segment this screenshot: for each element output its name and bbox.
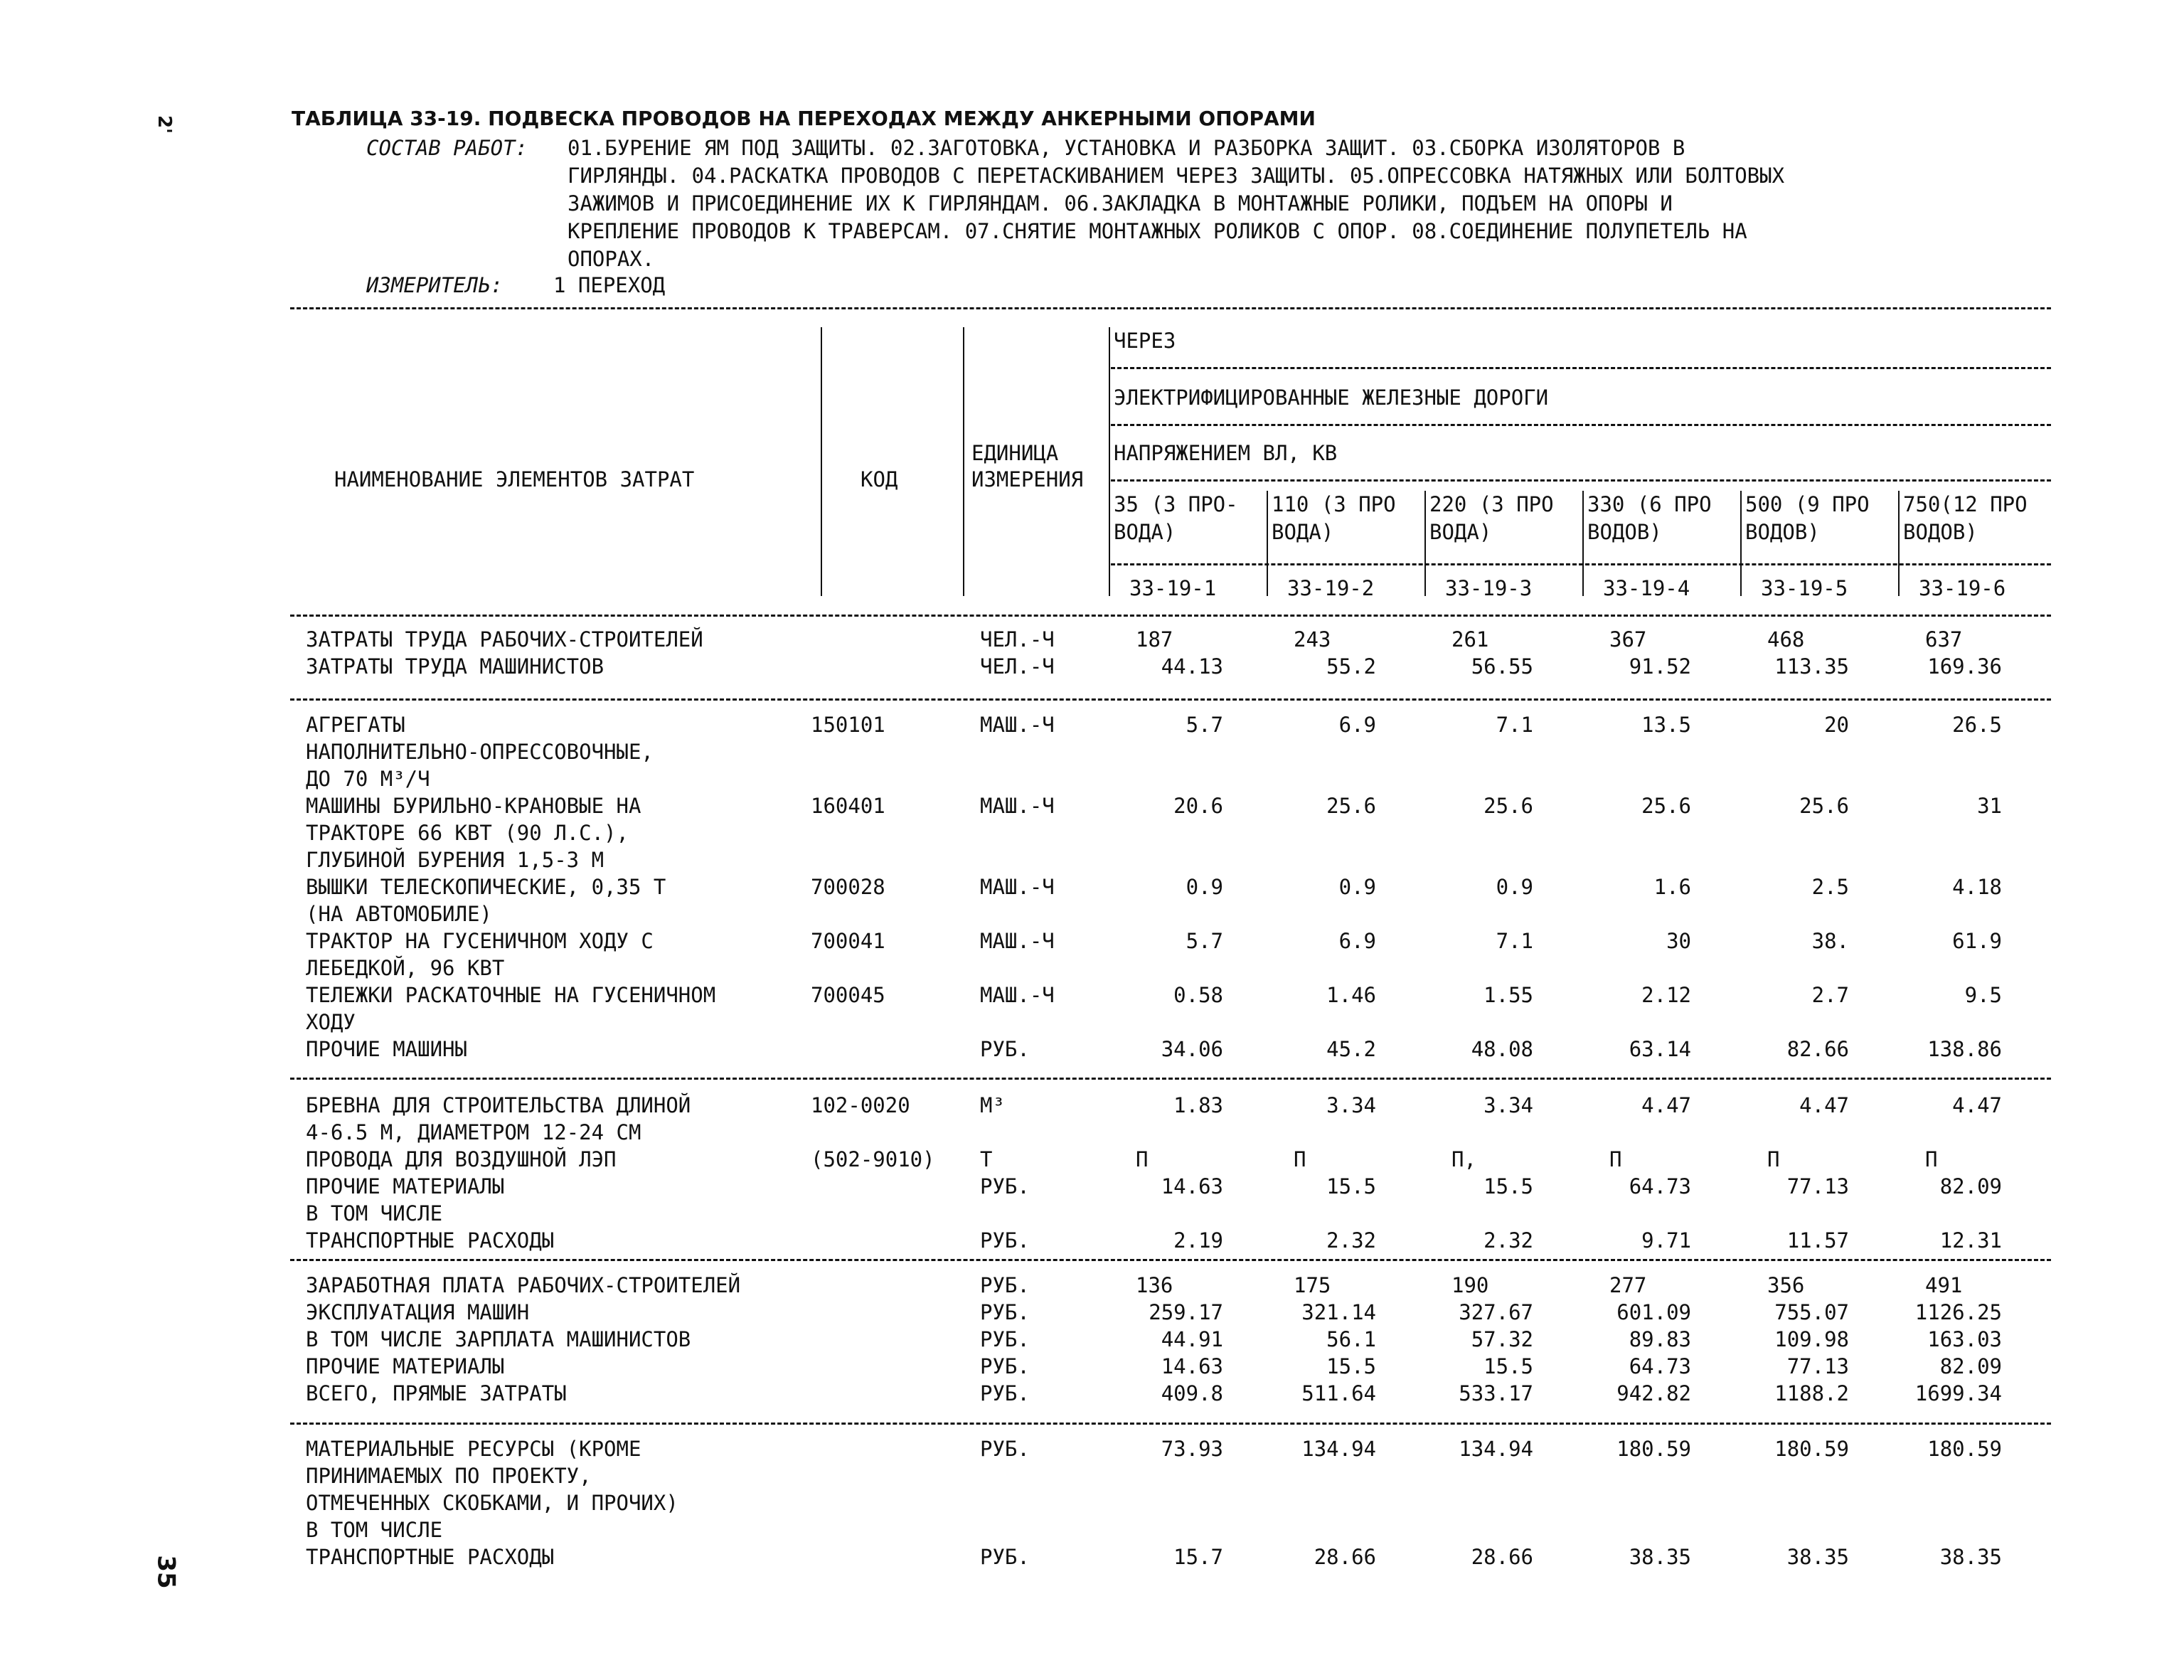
- row-value: 31: [1977, 794, 2002, 818]
- row-value: 4.47: [1641, 1093, 1691, 1117]
- row-value: 942.82: [1616, 1381, 1691, 1405]
- header-unit-line1: ЕДИНИЦА: [971, 441, 1059, 465]
- row-value: 12.31: [1939, 1228, 2002, 1253]
- row-name: ЛЕБЕДКОЙ, 96 КВТ: [306, 956, 505, 980]
- row-value: 82.09: [1939, 1354, 2002, 1378]
- row-value: 7.1: [1496, 713, 1533, 737]
- meter-value: 1 ПЕРЕХОД: [553, 273, 666, 297]
- row-name: ДО 70 М³/Ч: [306, 767, 430, 791]
- row-value: 491: [1925, 1273, 1963, 1297]
- row-unit: МАШ.-Ч: [980, 875, 1055, 899]
- row-value: 5.7: [1186, 713, 1223, 737]
- header-group-voltage: НАПРЯЖЕНИЕМ ВЛ, КВ: [1114, 441, 1338, 465]
- row-name: ВСЕГО, ПРЯМЫЕ ЗАТРАТЫ: [306, 1381, 567, 1405]
- row-value: 2.32: [1326, 1228, 1376, 1253]
- row-value: 28.66: [1471, 1545, 1533, 1569]
- row-value: 20: [1824, 713, 1849, 737]
- row-unit: РУБ.: [980, 1228, 1030, 1253]
- row-name: ЭКСПЛУАТАЦИЯ МАШИН: [306, 1300, 530, 1324]
- row-name: 4-6.5 М, ДИАМЕТРОМ 12-24 СМ: [306, 1120, 641, 1144]
- row-name: ЗАРАБОТНАЯ ПЛАТА РАБОЧИХ-СТРОИТЕЛЕЙ: [306, 1273, 741, 1297]
- column-code: 33-19-1: [1129, 576, 1217, 600]
- row-value: 134.94: [1459, 1437, 1533, 1461]
- row-value: 9.71: [1641, 1228, 1691, 1253]
- meter-label: ИЗМЕРИТЕЛЬ:: [366, 273, 504, 297]
- row-value: 34.06: [1161, 1037, 1223, 1061]
- row-unit: М³: [980, 1093, 1005, 1117]
- row-value: 190: [1451, 1273, 1489, 1297]
- row-name: АГРЕГАТЫ: [306, 713, 405, 737]
- row-value: 163.03: [1927, 1327, 2002, 1351]
- row-code: 150101: [811, 713, 885, 737]
- row-value: 15.5: [1483, 1174, 1533, 1198]
- row-name: МАШИНЫ БУРИЛЬНО-КРАНОВЫЕ НА: [306, 794, 641, 818]
- row-value: 1188.2: [1774, 1381, 1849, 1405]
- row-value: 321.14: [1301, 1300, 1376, 1324]
- row-value: 511.64: [1301, 1381, 1376, 1405]
- row-value: П,: [1451, 1147, 1476, 1171]
- row-value: П: [1767, 1147, 1780, 1171]
- row-value: 4.47: [1952, 1093, 2002, 1117]
- row-name: ПРИНИМАЕМЫХ ПО ПРОЕКТУ,: [306, 1464, 592, 1488]
- row-value: 5.7: [1186, 929, 1223, 953]
- row-unit: МАШ.-Ч: [980, 713, 1055, 737]
- row-value: 243: [1294, 627, 1331, 652]
- row-value: 82.66: [1786, 1037, 1849, 1061]
- row-value: 409.8: [1161, 1381, 1223, 1405]
- page-mark: 2': [154, 115, 176, 134]
- row-value: 9.5: [1964, 983, 2002, 1007]
- row-value: 64.73: [1629, 1174, 1691, 1198]
- row-value: 77.13: [1786, 1174, 1849, 1198]
- row-value: 1.55: [1483, 983, 1533, 1007]
- row-name: ЗАТРАТЫ ТРУДА МАШИНИСТОВ: [306, 654, 604, 679]
- row-value: 61.9: [1952, 929, 2002, 953]
- row-value: П: [1609, 1147, 1622, 1171]
- row-value: 134.94: [1301, 1437, 1376, 1461]
- row-name: ОТМЕЧЕННЫХ СКОБКАМИ, И ПРОЧИХ): [306, 1491, 678, 1515]
- row-value: 44.13: [1161, 654, 1223, 679]
- column-separator: [1267, 491, 1268, 596]
- row-value: 6.9: [1338, 713, 1376, 737]
- section-divider: [290, 698, 2051, 701]
- row-value: 25.6: [1641, 794, 1691, 818]
- header-group-railways: ЭЛЕКТРИФИЦИРОВАННЫЕ ЖЕЛЕЗНЫЕ ДОРОГИ: [1114, 386, 1549, 410]
- row-value: 14.63: [1161, 1174, 1223, 1198]
- row-name: В ТОМ ЧИСЛЕ: [306, 1518, 443, 1542]
- row-value: 1.46: [1326, 983, 1376, 1007]
- row-value: 25.6: [1799, 794, 1849, 818]
- work-line: КРЕПЛЕНИЕ ПРОВОДОВ К ТРАВЕРСАМ. 07.СНЯТИЕ МОНТАЖНЫХ РОЛИКОВ С ОПОР. 08.СОЕДИНЕНИЕ ПОЛУПЕТЕЛЬ НА: [568, 219, 1747, 243]
- page-number: 35: [151, 1555, 181, 1589]
- row-value: 1126.25: [1914, 1300, 2002, 1324]
- row-unit: МАШ.-Ч: [980, 983, 1055, 1007]
- row-unit: РУБ.: [980, 1437, 1030, 1461]
- row-value: 0.9: [1338, 875, 1376, 899]
- row-value: 82.09: [1939, 1174, 2002, 1198]
- row-value: 45.2: [1326, 1037, 1376, 1061]
- row-value: 637: [1925, 627, 1963, 652]
- row-value: 13.5: [1641, 713, 1691, 737]
- row-value: 259.17: [1149, 1300, 1223, 1324]
- row-value: 2.19: [1173, 1228, 1223, 1253]
- column-header-line2: ВОДА): [1114, 520, 1176, 544]
- row-name: ТЕЛЕЖКИ РАСКАТОЧНЫЕ НА ГУСЕНИЧНОМ: [306, 983, 716, 1007]
- work-label: СОСТАВ РАБОТ:: [366, 136, 528, 160]
- row-value: 91.52: [1629, 654, 1691, 679]
- column-separator: [1582, 491, 1584, 596]
- row-value: 38.35: [1939, 1545, 2002, 1569]
- row-unit: РУБ.: [980, 1545, 1030, 1569]
- row-value: 187: [1136, 627, 1173, 652]
- row-value: 63.14: [1629, 1037, 1691, 1061]
- row-name: ПРОЧИЕ МАШИНЫ: [306, 1037, 467, 1061]
- row-value: 367: [1609, 627, 1647, 652]
- row-value: 15.5: [1483, 1354, 1533, 1378]
- row-name: ГЛУБИНОЙ БУРЕНИЯ 1,5-3 М: [306, 848, 604, 872]
- row-code: 700041: [811, 929, 885, 953]
- row-value: 7.1: [1496, 929, 1533, 953]
- column-separator: [1740, 491, 1742, 596]
- row-value: 277: [1609, 1273, 1647, 1297]
- row-name: МАТЕРИАЛЬНЫЕ РЕСУРСЫ (КРОМЕ: [306, 1437, 641, 1461]
- row-name: (НА АВТОМОБИЛЕ): [306, 902, 492, 926]
- column-code: 33-19-4: [1603, 576, 1690, 600]
- row-code: (502-9010): [811, 1147, 935, 1171]
- column-header-line2: ВОДОВ): [1745, 520, 1820, 544]
- row-unit: МАШ.-Ч: [980, 929, 1055, 953]
- work-line: ГИРЛЯНДЫ. 04.РАСКАТКА ПРОВОДОВ С ПЕРЕТАСКИВАНИЕМ ЧЕРЕЗ ЗАЩИТЫ. 05.ОПРЕССОВКА НАТЯЖНЫХ ИЛИ БОЛТОВЫХ: [568, 164, 1785, 188]
- row-value: 261: [1451, 627, 1489, 652]
- row-unit: ЧЕЛ.-Ч: [980, 627, 1055, 652]
- row-value: П: [1294, 1147, 1306, 1171]
- row-name: ТРАКТОР НА ГУСЕНИЧНОМ ХОДУ С: [306, 929, 654, 953]
- column-separator: [1424, 491, 1426, 596]
- row-value: 38.35: [1629, 1545, 1691, 1569]
- row-code: 700045: [811, 983, 885, 1007]
- column-code: 33-19-6: [1919, 576, 2006, 600]
- row-name: В ТОМ ЧИСЛЕ ЗАРПЛАТА МАШИНИСТОВ: [306, 1327, 691, 1351]
- row-unit: РУБ.: [980, 1273, 1030, 1297]
- row-name: ТРАНСПОРТНЫЕ РАСХОДЫ: [306, 1545, 555, 1569]
- row-value: П: [1925, 1147, 1938, 1171]
- section-divider: [290, 615, 2051, 617]
- section-divider: [290, 1423, 2051, 1425]
- row-value: 56.55: [1471, 654, 1533, 679]
- row-value: 169.36: [1927, 654, 2002, 679]
- work-line: ОПОРАХ.: [568, 247, 655, 271]
- table-title: ТАБЛИЦА 33-19. ПОДВЕСКА ПРОВОДОВ НА ПЕРЕХОДАХ МЕЖДУ АНКЕРНЫМИ ОПОРАМИ: [292, 107, 1316, 130]
- row-value: 180.59: [1616, 1437, 1691, 1461]
- row-value: 0.9: [1496, 875, 1533, 899]
- row-value: 175: [1294, 1273, 1331, 1297]
- row-name: ПРОЧИЕ МАТЕРИАЛЫ: [306, 1354, 505, 1378]
- row-value: 1.83: [1173, 1093, 1223, 1117]
- row-value: 180.59: [1774, 1437, 1849, 1461]
- row-value: 28.66: [1314, 1545, 1376, 1569]
- row-value: 38.35: [1786, 1545, 1849, 1569]
- row-value: 3.34: [1326, 1093, 1376, 1117]
- row-value: 138.86: [1927, 1037, 2002, 1061]
- row-unit: РУБ.: [980, 1354, 1030, 1378]
- row-value: 15.7: [1173, 1545, 1223, 1569]
- row-value: 3.34: [1483, 1093, 1533, 1117]
- column-code: 33-19-3: [1445, 576, 1533, 600]
- row-value: 57.32: [1471, 1327, 1533, 1351]
- column-header-line2: ВОДА): [1272, 520, 1334, 544]
- section-divider: [290, 1078, 2051, 1080]
- row-code: 102-0020: [811, 1093, 910, 1117]
- row-value: 25.6: [1326, 794, 1376, 818]
- row-value: 11.57: [1786, 1228, 1849, 1253]
- row-name: В ТОМ ЧИСЛЕ: [306, 1201, 443, 1226]
- row-value: 113.35: [1774, 654, 1849, 679]
- row-value: 1.6: [1653, 875, 1691, 899]
- header-name-column: НАИМЕНОВАНИЕ ЭЛЕМЕНТОВ ЗАТРАТ: [334, 467, 695, 491]
- row-value: 755.07: [1774, 1300, 1849, 1324]
- row-value: 48.08: [1471, 1037, 1533, 1061]
- row-name: ХОДУ: [306, 1010, 356, 1034]
- row-value: 44.91: [1161, 1327, 1223, 1351]
- column-code: 33-19-5: [1761, 576, 1848, 600]
- column-header-line2: ВОДА): [1429, 520, 1492, 544]
- column-header-line1: 500 (9 ПРО: [1745, 492, 1870, 516]
- work-line: 01.БУРЕНИЕ ЯМ ПОД ЗАЩИТЫ. 02.ЗАГОТОВКА, УСТАНОВКА И РАЗБОРКА ЗАЩИТ. 03.СБОРКА ИЗОЛЯТОРОВ В: [568, 136, 1685, 160]
- column-code: 33-19-2: [1287, 576, 1375, 600]
- row-value: 89.83: [1629, 1327, 1691, 1351]
- row-name: ЗАТРАТЫ ТРУДА РАБОЧИХ-СТРОИТЕЛЕЙ: [306, 627, 703, 652]
- row-value: 64.73: [1629, 1354, 1691, 1378]
- row-unit: РУБ.: [980, 1381, 1030, 1405]
- column-header-line1: 750(12 ПРО: [1903, 492, 2028, 516]
- row-value: 2.5: [1811, 875, 1849, 899]
- row-unit: РУБ.: [980, 1174, 1030, 1198]
- row-value: 2.12: [1641, 983, 1691, 1007]
- row-unit: ЧЕЛ.-Ч: [980, 654, 1055, 679]
- row-value: 468: [1767, 627, 1805, 652]
- row-value: 14.63: [1161, 1354, 1223, 1378]
- row-unit: РУБ.: [980, 1037, 1030, 1061]
- row-value: 25.6: [1483, 794, 1533, 818]
- row-unit: МАШ.-Ч: [980, 794, 1055, 818]
- column-header-line1: 110 (3 ПРО: [1272, 492, 1396, 516]
- section-divider: [290, 1259, 2051, 1261]
- row-name: НАПОЛНИТЕЛЬНО-ОПРЕССОВОЧНЫЕ,: [306, 740, 654, 764]
- column-header-line1: 35 (3 ПРО-: [1114, 492, 1238, 516]
- row-value: 20.6: [1173, 794, 1223, 818]
- row-value: 533.17: [1459, 1381, 1533, 1405]
- row-name: ПРОВОДА ДЛЯ ВОЗДУШНОЙ ЛЭП: [306, 1147, 617, 1171]
- row-value: 26.5: [1952, 713, 2002, 737]
- row-unit: Т: [980, 1147, 993, 1171]
- row-unit: РУБ.: [980, 1300, 1030, 1324]
- row-value: 0.58: [1173, 983, 1223, 1007]
- row-value: 136: [1136, 1273, 1173, 1297]
- row-name: ВЫШКИ ТЕЛЕСКОПИЧЕСКИЕ, 0,35 Т: [306, 875, 666, 899]
- row-value: 15.5: [1326, 1174, 1376, 1198]
- row-value: 38.: [1811, 929, 1849, 953]
- column-header-line1: 330 (6 ПРО: [1587, 492, 1712, 516]
- row-value: 6.9: [1338, 929, 1376, 953]
- row-name: ПРОЧИЕ МАТЕРИАЛЫ: [306, 1174, 505, 1198]
- header-code-column: КОД: [861, 467, 898, 491]
- column-header-line2: ВОДОВ): [1587, 520, 1662, 544]
- row-value: 180.59: [1927, 1437, 2002, 1461]
- column-separator: [1898, 491, 1900, 596]
- row-name: БРЕВНА ДЛЯ СТРОИТЕЛЬСТВА ДЛИНОЙ: [306, 1093, 691, 1117]
- row-value: 77.13: [1786, 1354, 1849, 1378]
- row-unit: РУБ.: [980, 1327, 1030, 1351]
- row-code: 160401: [811, 794, 885, 818]
- work-line: ЗАЖИМОВ И ПРИСОЕДИНЕНИЕ ИХ К ГИРЛЯНДАМ. 06.ЗАКЛАДКА В МОНТАЖНЫЕ РОЛИКИ, ПОДЪЕМ НА ОПОРЫ И: [568, 191, 1673, 216]
- row-name: ТРАНСПОРТНЫЕ РАСХОДЫ: [306, 1228, 555, 1253]
- row-name: ТРАКТОРЕ 66 КВТ (90 Л.С.),: [306, 821, 629, 845]
- row-value: 55.2: [1326, 654, 1376, 679]
- row-value: П: [1136, 1147, 1149, 1171]
- row-value: 1699.34: [1914, 1381, 2002, 1405]
- column-header-line1: 220 (3 ПРО: [1429, 492, 1554, 516]
- row-value: 4.47: [1799, 1093, 1849, 1117]
- row-value: 327.67: [1459, 1300, 1533, 1324]
- row-value: 73.93: [1161, 1437, 1223, 1461]
- row-code: 700028: [811, 875, 885, 899]
- row-value: 2.7: [1811, 983, 1849, 1007]
- row-value: 2.32: [1483, 1228, 1533, 1253]
- row-value: 56.1: [1326, 1327, 1376, 1351]
- header-unit-line2: ИЗМЕРЕНИЯ: [971, 467, 1084, 491]
- row-value: 4.18: [1952, 875, 2002, 899]
- header-group-through: ЧЕРЕЗ: [1114, 329, 1176, 353]
- row-value: 601.09: [1616, 1300, 1691, 1324]
- column-header-line2: ВОДОВ): [1903, 520, 1978, 544]
- row-value: 109.98: [1774, 1327, 1849, 1351]
- row-value: 30: [1666, 929, 1691, 953]
- row-value: 0.9: [1186, 875, 1223, 899]
- row-value: 15.5: [1326, 1354, 1376, 1378]
- row-value: 356: [1767, 1273, 1805, 1297]
